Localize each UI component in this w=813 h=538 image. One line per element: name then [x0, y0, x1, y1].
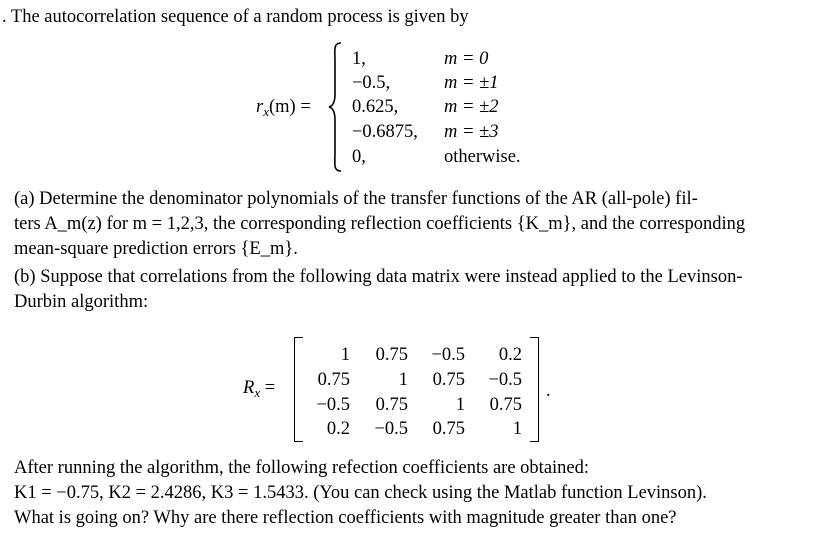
case-condition-3: m = ±3 — [444, 122, 499, 142]
case-condition-2: m = ±2 — [444, 97, 499, 117]
part-a — [14, 187, 804, 262]
matrix-cell-0-1: 0.75 — [375, 345, 408, 365]
part-a-line-2: ters A_m(z) for m = 1,2,3, the corresponding reflection coefficients {K_m}, and the corresponding — [14, 214, 746, 234]
case-value-2: 0.625, — [352, 97, 399, 117]
matrix-trailing-period: . — [546, 381, 551, 401]
case-value-1: −0.5, — [352, 73, 391, 93]
matrix-cell-0-3: 0.2 — [498, 345, 522, 365]
piecewise-lhs — [256, 96, 311, 120]
matrix-cell-1-2: 0.75 — [432, 370, 465, 390]
matrix-cell-0-2: −0.5 — [431, 345, 465, 365]
matrix-cell-2-3: 0.75 — [489, 395, 522, 415]
matrix-lhs — [243, 377, 275, 401]
case-condition-0: m = 0 — [444, 49, 489, 69]
after-line-1: After running the algorithm, the following refection coefficients are obtained: — [14, 458, 590, 478]
piecewise-lhs-symbol: r — [256, 97, 264, 117]
intro-line — [2, 6, 469, 28]
matrix-cell-1-3: −0.5 — [488, 370, 522, 390]
case-value-4: 0, — [352, 147, 366, 167]
matrix-cell-0-0: 1 — [340, 345, 350, 365]
matrix-cell-3-1: −0.5 — [374, 419, 408, 439]
intro-prefix: . — [2, 7, 7, 27]
matrix-cell-2-2: 1 — [455, 395, 465, 415]
matrix-left-bracket — [294, 337, 303, 442]
matrix-cell-2-0: −0.5 — [316, 395, 350, 415]
matrix-lhs-symbol: R — [243, 378, 255, 398]
matrix-cell-3-0: 0.2 — [326, 419, 350, 439]
case-value-0: 1, — [352, 49, 366, 69]
matrix-cell-3-3: 1 — [512, 419, 522, 439]
matrix-cell-3-2: 0.75 — [432, 419, 465, 439]
part-a-line-3: mean-square prediction errors {E_m}. — [14, 239, 298, 259]
matrix-cell-2-1: 0.75 — [375, 395, 408, 415]
matrix-lhs-subscript: x — [254, 385, 261, 400]
case-condition-1: m = ±1 — [444, 73, 499, 93]
piecewise-lhs-argument: (m) = — [268, 97, 311, 117]
matrix-right-bracket — [530, 337, 539, 442]
after-line-3: What is going on? Why are there reflection coefficients with magnitude greater than one? — [14, 508, 677, 528]
piecewise-lhs-subscript: x — [263, 104, 269, 119]
matrix-equals: = — [264, 378, 276, 398]
part-b-line-2: Durbin algorithm: — [14, 292, 149, 312]
matrix-cell-1-1: 1 — [398, 370, 408, 390]
part-b — [14, 265, 804, 315]
case-condition-4: otherwise. — [444, 147, 521, 167]
after-line-2: K1 = −0.75, K2 = 2.4286, K3 = 1.5433. (You can check using the Matlab function Levinson). — [14, 483, 707, 503]
case-value-3: −0.6875, — [352, 122, 418, 142]
matrix-cell-1-0: 0.75 — [317, 370, 350, 390]
part-a-line-1: (a) Determine the denominator polynomials of the transfer functions of the AR (all-pole) fil- — [14, 189, 698, 209]
after-text — [14, 456, 804, 531]
part-b-line-1: (b) Suppose that correlations from the following data matrix were instead applied to the Levinson- — [14, 267, 743, 287]
left-brace-icon — [328, 42, 342, 172]
intro-text: The autocorrelation sequence of a random process is given by — [10, 7, 469, 27]
